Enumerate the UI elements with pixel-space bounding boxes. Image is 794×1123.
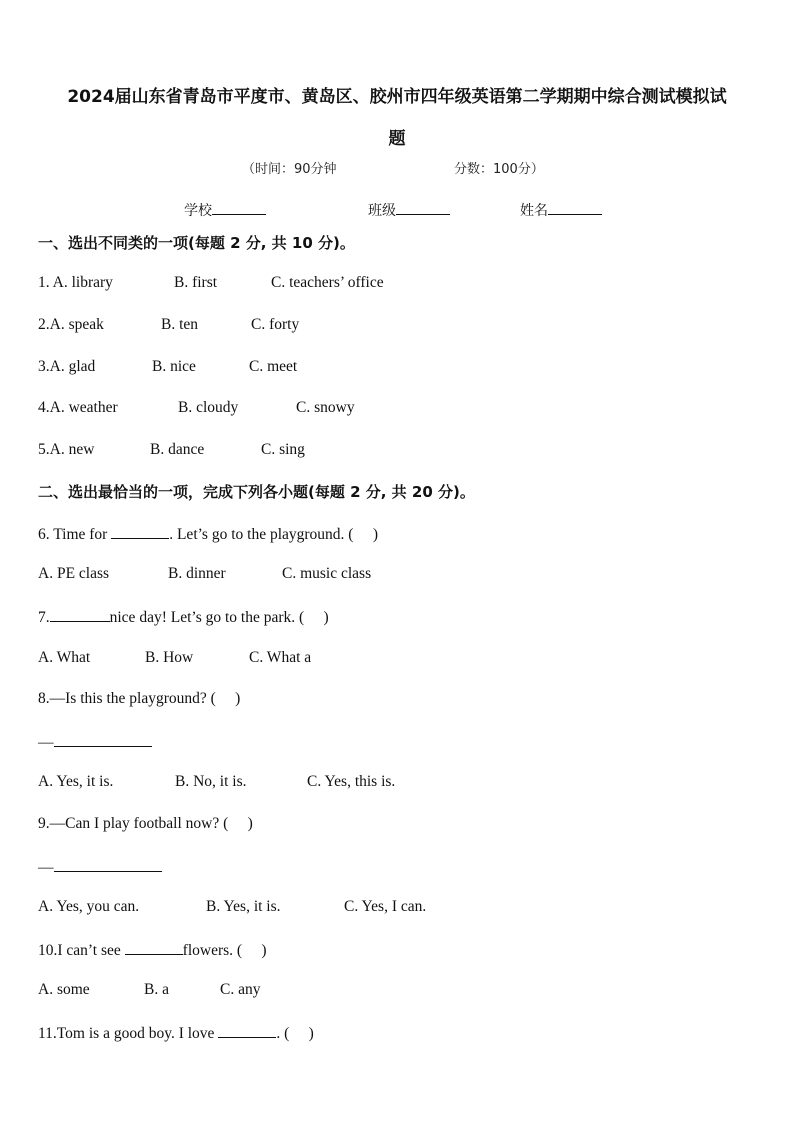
q5-option-a[interactable]: A. new [49, 441, 95, 458]
exam-title-line2: 题 [388, 129, 406, 149]
q1-option-a[interactable]: A. library [52, 274, 113, 291]
school-blank[interactable] [212, 200, 266, 215]
q6-answer-blank[interactable] [111, 524, 169, 539]
section-two-heading: 二、选出最恰当的一项，完成下列各小题(每题 2 分, 共 20 分)。 [38, 483, 475, 501]
q6-option-c[interactable]: C. music class [282, 565, 372, 582]
question-7-options [38, 649, 758, 669]
exam-score: 分数：100分） [454, 162, 544, 177]
q2-option-a[interactable]: A. speak [49, 316, 104, 333]
question-9-options [38, 898, 758, 918]
q2-option-b[interactable]: B. ten [161, 316, 199, 333]
q8-option-b[interactable]: B. No, it is. [175, 773, 247, 790]
question-11-stem [38, 1023, 314, 1043]
exam-title-line1: 2024届山东省青岛市平度市、黄岛区、胶州市四年级英语第二学期期中综合测试模拟试 [67, 87, 727, 107]
q7-answer-blank[interactable] [50, 607, 110, 622]
q3-number: 3. [38, 358, 50, 375]
q9-answer-blank[interactable] [54, 857, 162, 872]
class-field[interactable] [368, 200, 450, 220]
q11-text-pre: 11.Tom is a good boy. I love [38, 1025, 219, 1042]
q9-option-b[interactable]: B. Yes, it is. [206, 898, 281, 915]
question-6-stem [38, 524, 378, 544]
q8-option-c[interactable]: C. Yes, this is. [307, 773, 396, 790]
q4-option-c[interactable]: C. snowy [296, 399, 355, 416]
question-9-stem: 9.—Can I play football now? ( ) [38, 815, 253, 832]
section-one-heading: 一、选出不同类的一项(每题 2 分, 共 10 分)。 [38, 234, 355, 252]
question-2 [38, 316, 758, 336]
question-5 [38, 441, 758, 461]
question-8-options [38, 773, 758, 793]
q3-option-a[interactable]: A. glad [49, 358, 96, 375]
question-10-stem [38, 940, 267, 960]
q10-option-c[interactable]: C. any [220, 981, 261, 998]
q7-text-pre: 7. [38, 609, 50, 626]
q7-option-c[interactable]: C. What a [249, 649, 312, 666]
q11-text-post: . ( ) [276, 1025, 314, 1042]
q1-option-b[interactable]: B. first [174, 274, 218, 291]
name-blank[interactable] [548, 200, 602, 215]
q7-option-b[interactable]: B. How [145, 649, 194, 666]
question-8-answer-line [38, 732, 152, 752]
q1-number: 1. [38, 274, 53, 291]
q2-option-c[interactable]: C. forty [251, 316, 300, 333]
class-label: 班级 [368, 203, 396, 219]
q6-text-post: . Let’s go to the playground. ( ) [169, 526, 378, 543]
q6-text-pre: 6. Time for [38, 526, 112, 543]
name-field[interactable] [520, 200, 602, 220]
q8-answer-blank[interactable] [54, 732, 152, 747]
class-blank[interactable] [396, 200, 450, 215]
q10-text-post: flowers. ( ) [182, 942, 267, 959]
q11-answer-blank[interactable] [218, 1023, 276, 1038]
q7-text-post: nice day! Let’s go to the park. ( ) [109, 609, 329, 626]
q9-option-c[interactable]: C. Yes, I can. [344, 898, 427, 915]
q4-option-a[interactable]: A. weather [49, 399, 118, 416]
school-field[interactable] [184, 200, 266, 220]
exam-time: （时间：90分钟 [242, 162, 337, 177]
question-9-answer-line [38, 857, 162, 877]
q10-option-b[interactable]: B. a [144, 981, 169, 998]
q10-option-a[interactable]: A. some [38, 981, 90, 998]
q8-option-a[interactable]: A. Yes, it is. [38, 773, 114, 790]
q7-option-a[interactable]: A. What [38, 649, 91, 666]
q9-dash: — [38, 859, 54, 876]
question-6-options [38, 565, 758, 585]
question-7-stem [38, 607, 329, 627]
q3-option-b[interactable]: B. nice [152, 358, 196, 375]
name-label: 姓名 [520, 203, 548, 219]
q9-option-a[interactable]: A. Yes, you can. [38, 898, 140, 915]
q4-number: 4. [38, 399, 50, 416]
question-3 [38, 358, 758, 378]
question-4 [38, 399, 758, 419]
q8-dash: — [38, 734, 54, 751]
q5-option-b[interactable]: B. dance [150, 441, 205, 458]
q3-option-c[interactable]: C. meet [249, 358, 298, 375]
question-1 [38, 274, 758, 294]
q5-number: 5. [38, 441, 50, 458]
q1-option-c[interactable]: C. teachers’ office [271, 274, 384, 291]
q4-option-b[interactable]: B. cloudy [178, 399, 239, 416]
school-label: 学校 [184, 203, 212, 219]
q6-option-b[interactable]: B. dinner [168, 565, 226, 582]
question-10-options [38, 981, 758, 1001]
q6-option-a[interactable]: A. PE class [38, 565, 110, 582]
question-8-stem: 8.—Is this the playground? ( ) [38, 690, 241, 707]
q2-number: 2. [38, 316, 50, 333]
q10-answer-blank[interactable] [125, 940, 183, 955]
q10-text-pre: 10.I can’t see [38, 942, 125, 959]
q5-option-c[interactable]: C. sing [261, 441, 305, 458]
